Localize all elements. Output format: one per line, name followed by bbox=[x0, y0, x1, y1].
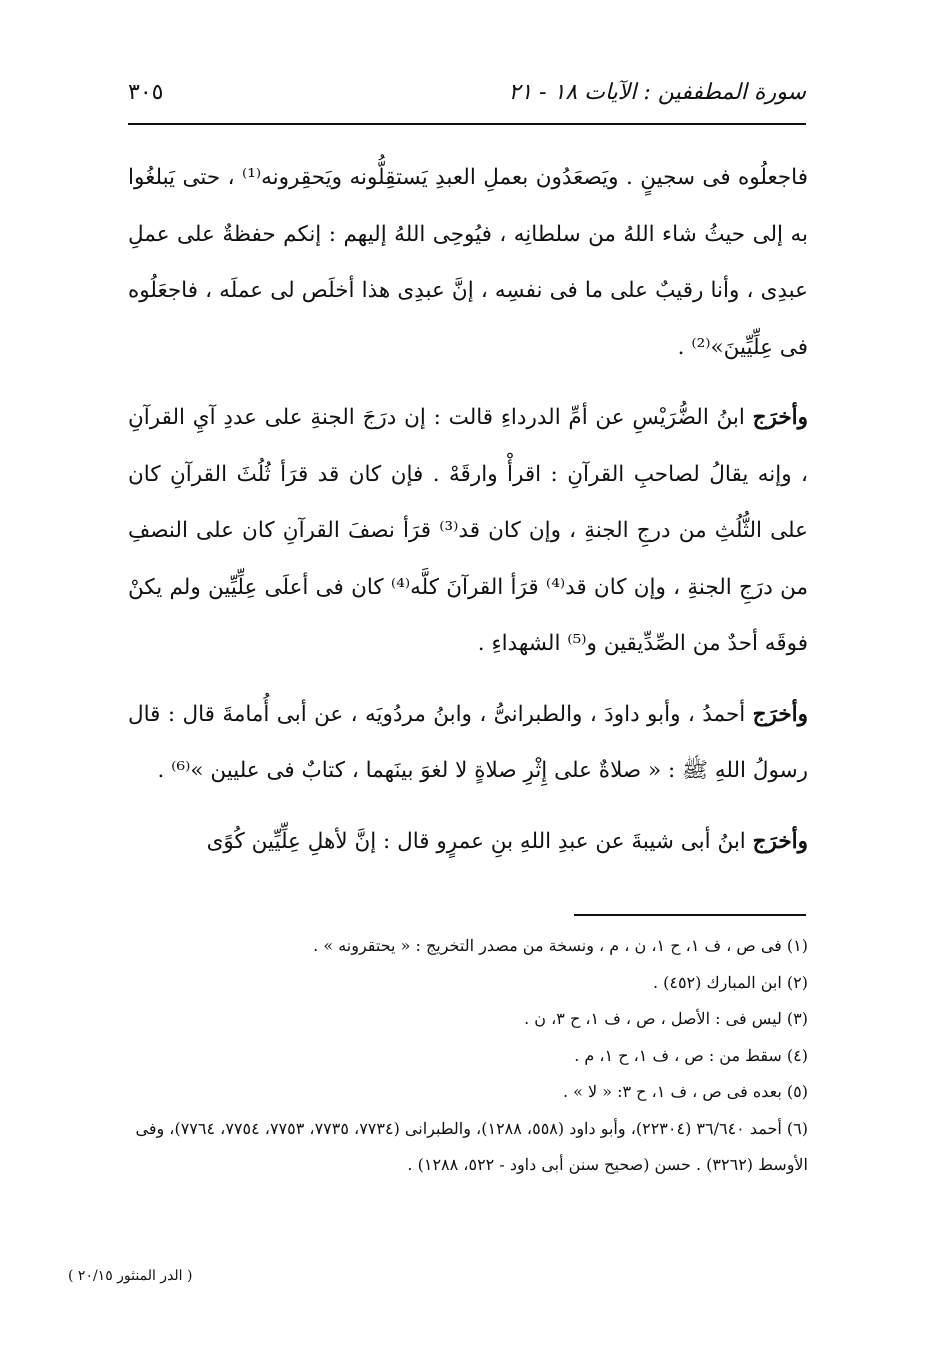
paragraph-text: ابنُ الضُّرَيْسِ عن أمِّ الدرداءِ قالت : إن درَجَ الجنةِ على عددِ آيِ القرآنِ ، وإنه يقالُ لصاحبِ القرآنِ : اقرأْ وارقَهْ . فإن كان قد قرَأ ثُلُثَ القرآنِ كان على الثُّلُثِ من درجِ الجنةِ ، وإن كان قد⁽³⁾ قرَأ نصفَ القرآنِ كان على النصفِ من درَجِ الجنةِ ، وإن كان قد⁽⁴⁾ قرَأ القرآنَ كلَّه⁽⁴⁾ كان فى أعلَى عِلِّيِّين ولم يكنْ فوقَه أحدٌ من الصِّدِّيقين و⁽⁵⁾ الشهداءِ . bbox=[128, 405, 808, 656]
footnote: (١) فى ص ، ف ١، ح ١، ن ، م ، ونسخة من مصدر التخريج : « يحتقرونه » . bbox=[313, 936, 808, 955]
footnote: (٥) بعده فى ص ، ف ١، ح ٣: « لا » . bbox=[562, 1082, 808, 1101]
header-rule bbox=[128, 123, 806, 125]
paragraph-text: فاجعلُوه فى سجينٍ . ويَصعَدُون بعملِ العبدِ يَستقِلُّونه ويَحقِرونه⁽¹⁾ ، حتى يَبلغُوا به إلى حيثُ شاء اللهُ من سلطانِه ، فيُوحِى اللهُ إليهم : إنكم حفظةٌ على عملِ عبدِى ، وأنا رقيبٌ على ما فى نفسِه ، إنَّ عبدِى هذا أخلَص لى عملَه ، فاجعَلُوه فى عِلِّيِّينَ»⁽²⁾ . bbox=[128, 165, 808, 360]
paragraph bbox=[128, 814, 808, 871]
header-title: سورة المطففين : الآيات ١٨ - ٢١ bbox=[508, 80, 806, 105]
paragraph bbox=[128, 390, 808, 673]
footnote: (٣) ليس فى : الأصل ، ص ، ف ١، ح ٣، ن . bbox=[524, 1009, 808, 1028]
paragraph bbox=[128, 150, 808, 376]
footnote: (٤) سقط من : ص ، ف ١، ح ١، م . bbox=[574, 1045, 808, 1065]
source-label: ( الدر المنثور ٢٠/١٥ ) bbox=[68, 1268, 193, 1284]
main-text bbox=[128, 150, 808, 884]
page-number: ٣٠٥ bbox=[128, 80, 164, 105]
paragraph-lead: وأخرَج bbox=[752, 405, 808, 430]
footnote: (٦) أحمد ٣٦/٦٤٠ (٢٢٣٠٤)، وأبو داود (٥٥٨، ١٢٨٨)، والطبرانى (٧٧٣٤، ٧٧٣٥، ٧٧٥٣، ٧٧٥٤، ٧٧٦٤)، وفى الأوسط (٣٢٦٢) . حسن (صحيح سنن أبى داود - ٥٢٢، ١٢٨٨) . bbox=[135, 1118, 808, 1174]
footnote-rule bbox=[574, 914, 806, 916]
paragraph-text: ابنُ أبى شيبةَ عن عبدِ اللهِ بنِ عمرٍو قال : إنَّ لأهلِ عِلِّيِّين كُوًى bbox=[206, 828, 753, 854]
paragraph-text: أحمدُ ، وأبو داودَ ، والطبرانىُّ ، وابنُ مردُويَه ، عن أبى أُمامةَ قال : قال رسولُ اللهِ ﷺ : « صلاةٌ على إِثْرِ صلاةٍ لا لغوَ بينَهما ، كتابٌ فى عليين »⁽⁶⁾ . bbox=[128, 701, 808, 783]
paragraph-lead: وأخرَج bbox=[752, 828, 808, 854]
footnotes bbox=[128, 928, 808, 1184]
paragraph-lead: وأخرَج bbox=[752, 701, 808, 727]
footnote: (٢) ابن المبارك (٤٥٢) . bbox=[652, 972, 808, 992]
paragraph bbox=[128, 687, 808, 800]
page-header bbox=[128, 80, 806, 120]
